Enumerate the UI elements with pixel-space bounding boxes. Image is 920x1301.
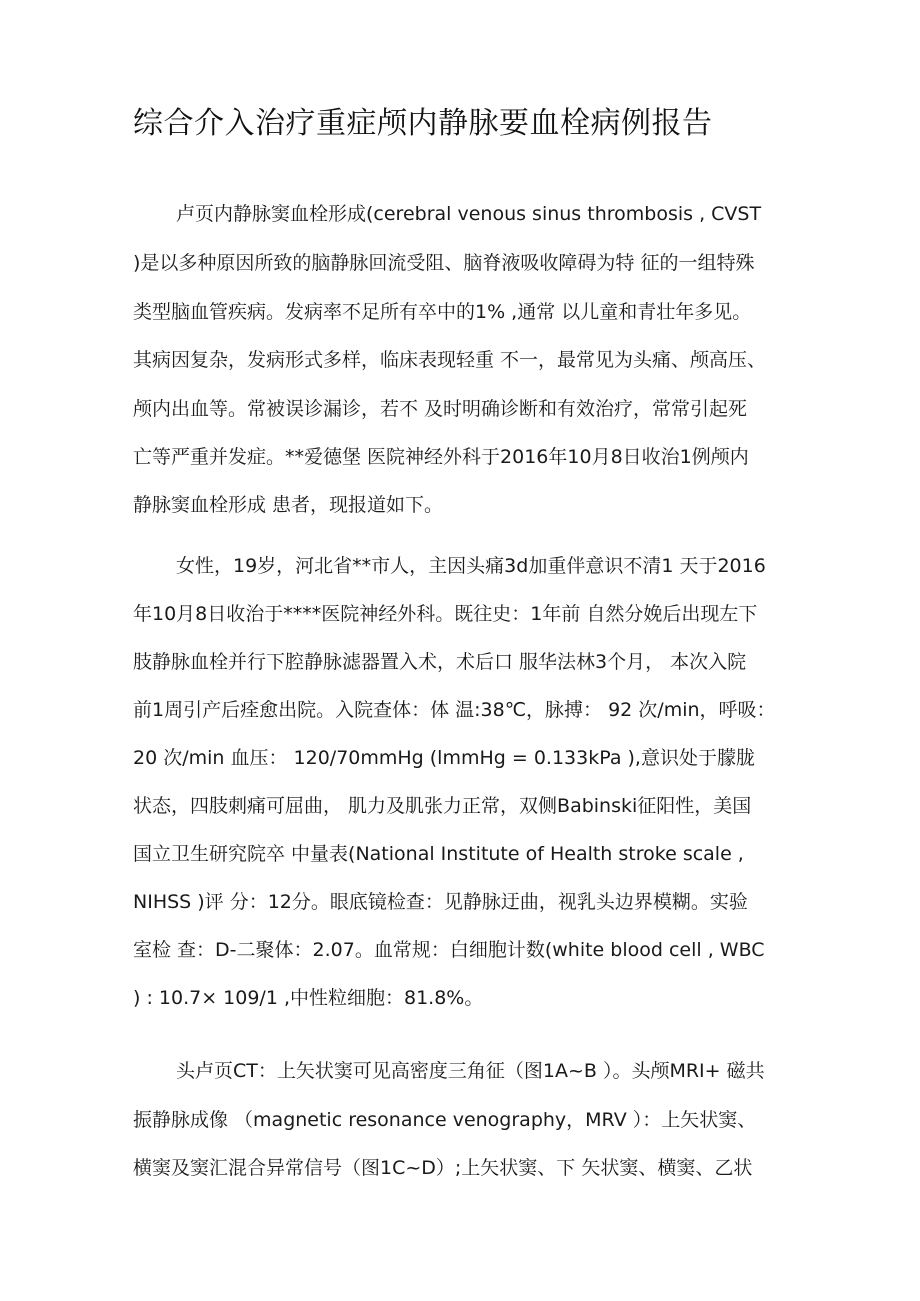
paragraph-1-line-1: 卢页内静脉窦血栓形成(cerebral venous sinus thrombosis , CVST bbox=[176, 203, 762, 225]
paragraph-1-line-7: 静脉窦血栓形成 患者，现报道如下。 bbox=[133, 494, 444, 516]
paragraph-1-line-4: 其病因复杂，发病形式多样，临床表现轻重 不一，最常见为头痛、颅高压、 bbox=[133, 349, 767, 371]
paragraph-2-line-5: 20 次/min 血压： 120/70mmHg (lmmHg = 0.133kPa ),意识处于朦胧 bbox=[133, 747, 755, 769]
paragraph-2-line-10: ) : 10.7× 109/1 ,中性粒细胞：81.8%。 bbox=[133, 987, 484, 1009]
paragraph-2-line-9: 室检 查：D-二聚体：2.07。血常规：白细胞计数(white blood cell , WBC bbox=[133, 939, 765, 961]
paragraph-2-line-8: NIHSS )评 分：12分。眼底镜检查：见静脉迂曲，视乳头边界模糊。实验 bbox=[133, 891, 748, 913]
document-title: 综合介入治疗重症颅内静脉要血栓病例报告 bbox=[133, 106, 713, 141]
paragraph-1-line-6: 亡等严重并发症。**爱德堡 医院神经外科于2016年10月8日收治1例颅内 bbox=[133, 446, 749, 468]
paragraph-2-line-3: 肢静脉血栓并行下腔静脉滤器置入术，术后口 服华法林3个月， 本次入院 bbox=[133, 651, 747, 673]
paragraph-2-line-6: 状态，四肢刺痛可屈曲， 肌力及肌张力正常，双侧Babinski征阳性，美国 bbox=[133, 795, 752, 817]
paragraph-3-line-1: 头卢页CT：上矢状窦可见高密度三角征（图1A~B ）。头颅MRI+ 磁共 bbox=[176, 1060, 765, 1082]
paragraph-2-line-7: 国立卫生研究院卒 中量表(National Institute of Health stroke scale , bbox=[133, 843, 744, 865]
paragraph-2-line-1: 女性，19岁，河北省**市人，主因头痛3d加重伴意识不清1 天于2016 bbox=[176, 555, 766, 577]
paragraph-1-line-3: 类型脑血管疾病。发病率不足所有卒中的1% ,通常 以儿童和青壮年多见。 bbox=[133, 301, 752, 323]
paragraph-1-line-5: 颅内出血等。常被误诊漏诊，若不 及时明确诊断和有效治疗，常常引起死 bbox=[133, 398, 748, 420]
paragraph-3-line-2: 振静脉成像 （magnetic resonance venography，MRV ）：上矢状窦、 bbox=[133, 1109, 757, 1131]
paragraph-1-line-2: )是以多种原因所致的脑静脉回流受阻、脑脊液吸收障碍为特 征的一组特殊 bbox=[133, 252, 755, 274]
paragraph-2-line-4: 前1周引产后痊愈出院。入院查体：体 温:38℃，脉搏： 92 次/min，呼吸： bbox=[133, 699, 776, 721]
paragraph-2-line-2: 年10月8日收治于****医院神经外科。既往史：1年前 自然分娩后出现左下 bbox=[133, 603, 758, 625]
paragraph-3-line-3: 横窦及窦汇混合异常信号（图1C~D）;上矢状窦、下 矢状窦、横窦、乙状 bbox=[133, 1157, 753, 1179]
